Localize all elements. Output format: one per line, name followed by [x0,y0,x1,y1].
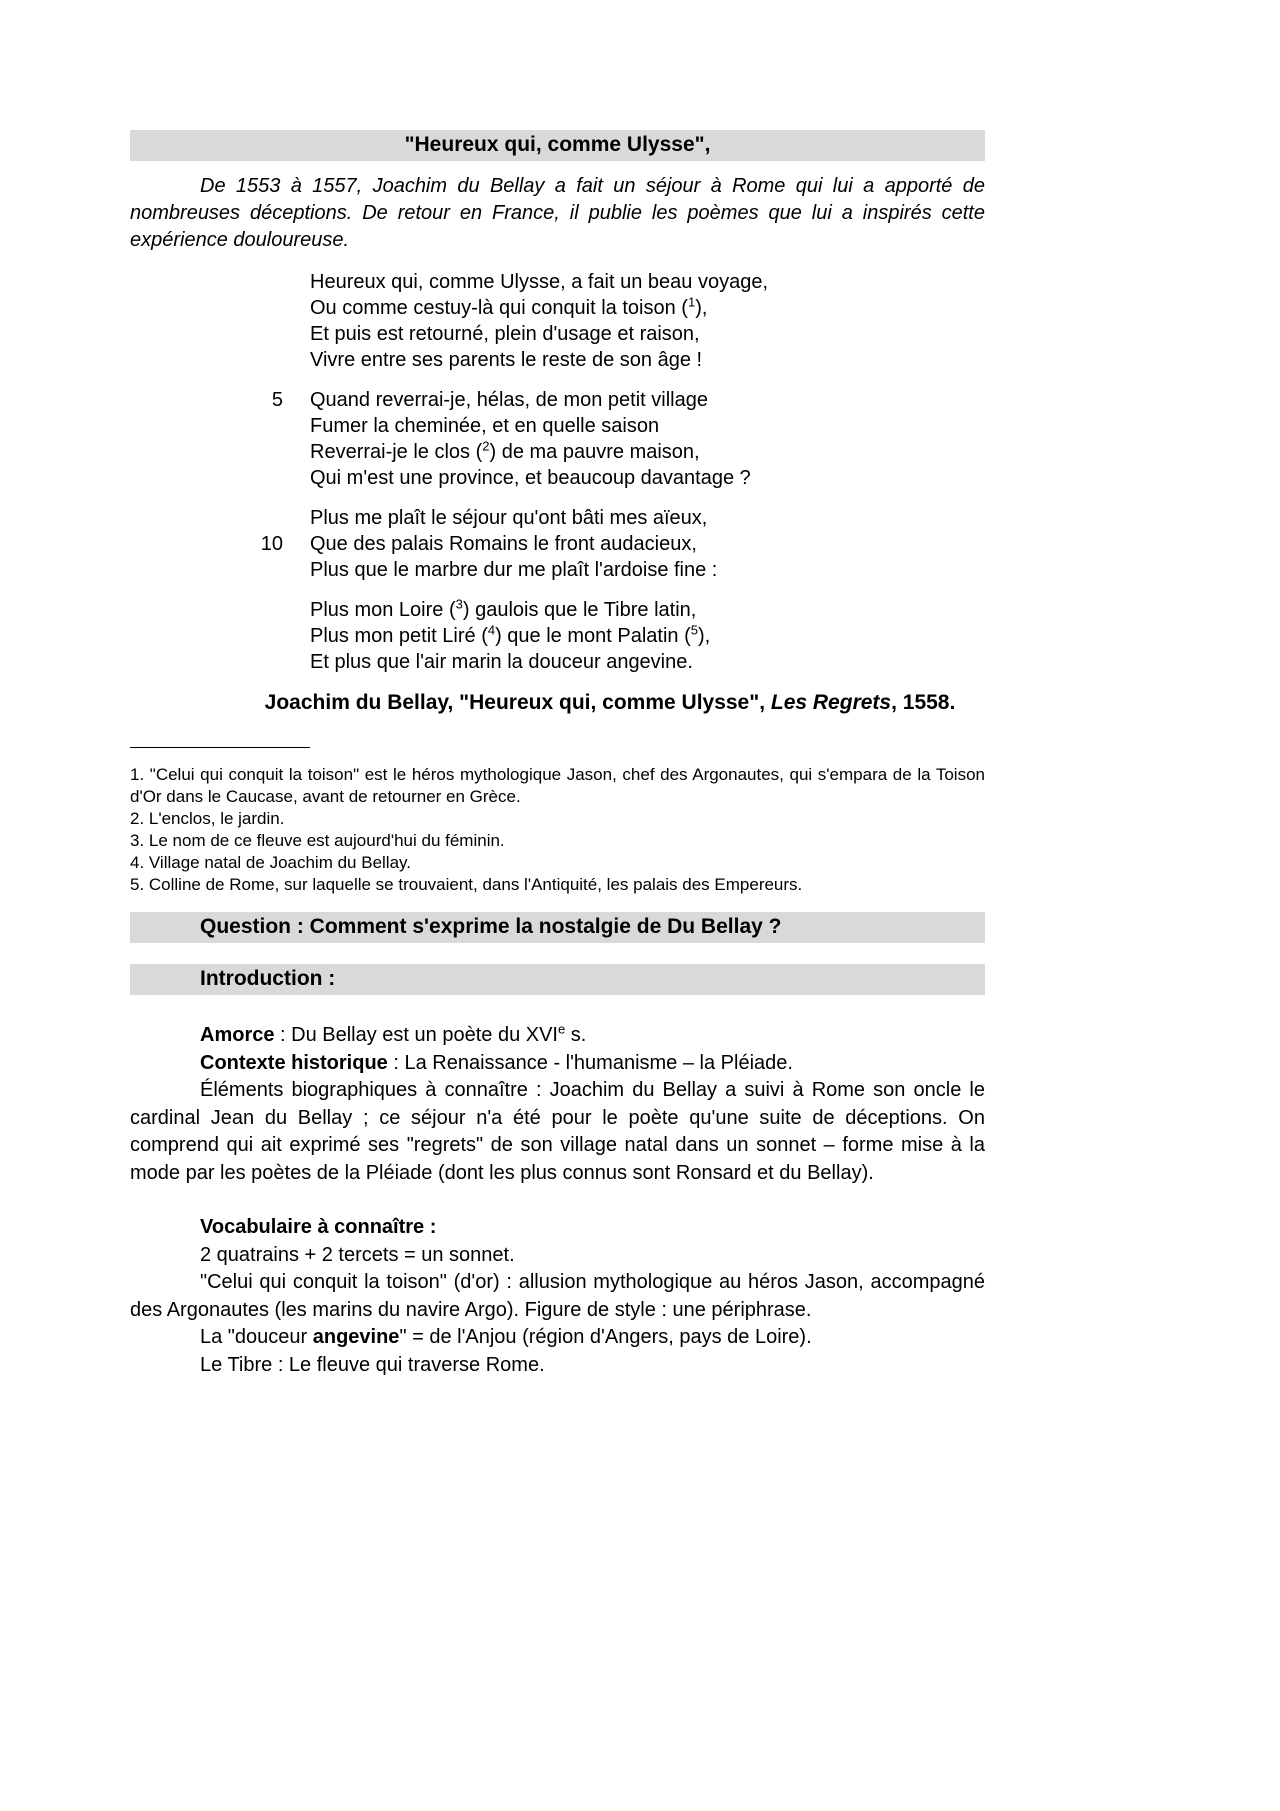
text-segment: Reverrai-je le clos ( [310,441,483,463]
footnote: 1. "Celui qui conquit la toison" est le héros mythologique Jason, chef des Argonautes, qui s'empara de la Toison d'Or dans le Caucase, avant de retourner en Grèce. [130,765,985,806]
poem-line [130,439,985,465]
footnote: 3. Le nom de ce fleuve est aujourd'hui du féminin. [130,831,505,850]
verse-number [130,557,310,583]
poem-line [130,505,985,531]
introduction-heading: Introduction : [200,967,336,990]
text-segment: Qui m'est une province, et beaucoup davantage ? [310,467,751,489]
poem-stanza [130,597,985,675]
verse-text [310,597,696,623]
poem [130,269,985,675]
text-segment: Les Regrets [770,691,892,714]
verse-text [310,439,700,465]
verse-number [130,597,310,623]
poem-stanza [130,269,985,373]
verse-number [130,295,310,321]
verse-number [130,505,310,531]
text-segment: Quand reverrai-je, hélas, de mon petit village [310,389,708,411]
text-segment: Contexte historique [200,1051,388,1074]
verse-number [130,465,310,491]
text-segment: "Celui qui conquit la toison" (d'or) : allusion mythologique au héros Jason, accompagné des Argonautes (les marins du navire Argo). Figure de style : une périphrase. [130,1271,985,1321]
text-segment: Vivre entre ses parents le reste de son âge ! [310,349,703,371]
text-segment: ), [697,625,711,647]
footnote: 5. Colline de Rome, sur laquelle se trouvaient, dans l'Antiquité, les palais des Empereurs. [130,875,803,894]
paragraph [130,1352,985,1380]
footnote-ref: 5 [690,622,698,638]
poem-line [130,387,985,413]
text-segment: Fumer la cheminée, et en quelle saison [310,415,660,437]
verse-text [310,465,751,491]
text-segment: Le Tibre : Le fleuve qui traverse Rome. [200,1353,545,1376]
text-segment: 2 quatrains + 2 tercets = un sonnet. [200,1243,515,1266]
text-segment: ) que le mont Palatin ( [495,625,691,647]
footnote-ref: 3 [455,596,463,612]
text-segment: s. [565,1024,587,1046]
poem-line [130,321,985,347]
poem-line [130,623,985,649]
poem-line [130,597,985,623]
verse-number [130,269,310,295]
text-segment: angevine [312,1326,400,1348]
verse-number: 5 [271,389,283,411]
verse-text [310,623,710,649]
introduction-content [130,1022,985,1379]
verse-text [310,505,707,531]
footnote-ref: e [558,1021,566,1037]
poem-title: "Heureux qui, comme Ulysse", [404,133,711,156]
text-segment: Amorce [200,1024,275,1046]
text-segment: Plus mon Loire ( [310,599,456,621]
paragraph [130,1050,985,1078]
text-segment: : La Renaissance - l'humanisme – la Pléiade. [387,1051,793,1074]
question-heading: Question : Comment s'exprime la nostalgie de Du Bellay ? [200,915,782,938]
attribution-line [130,691,985,715]
verse-text [310,269,768,295]
poem-stanza [130,387,985,491]
paragraph [130,1269,985,1324]
intro-paragraph: De 1553 à 1557, Joachim du Bellay a fait un séjour à Rome qui lui a apporté de nombreuses déceptions. De retour en France, il publie les poèmes que lui a inspirés cette expérience douloureuse. [130,175,985,251]
text-segment: : Du Bellay est un poète du XVI [274,1024,558,1046]
poem-line [130,413,985,439]
poem-line [130,465,985,491]
text-segment: Que des palais Romains le front audacieux, [310,533,697,555]
poem-line [130,347,985,373]
paragraph [130,1077,985,1187]
poem-line [130,269,985,295]
verse-text [310,557,717,583]
paragraph [130,1022,985,1050]
poem-line [130,649,985,675]
text-segment: " = de l'Anjou (région d'Angers, pays de Loire). [399,1326,812,1348]
verse-text [310,347,702,373]
verse-text [310,413,659,439]
introduction-heading-bar [130,964,985,995]
poem-line [130,531,985,557]
text-segment: Joachim du Bellay, "Heureux qui, comme Ulysse", [264,691,771,714]
text-segment: Plus me plaît le séjour qu'ont bâti mes aïeux, [310,507,708,529]
paragraph [130,1214,985,1242]
text-segment: Plus que le marbre dur me plaît l'ardoise fine : [310,559,718,581]
footnote-ref: 1 [687,294,696,310]
text-segment: Et plus que l'air marin la douceur angevine. [310,651,693,673]
text-segment: Vocabulaire à connaître : [200,1216,437,1238]
text-segment: ) de ma pauvre maison, [489,441,700,463]
footnotes [130,764,985,896]
verse-number [130,623,310,649]
poem-stanza [130,505,985,583]
text-segment: Heureux qui, comme Ulysse, a fait un beau voyage, [310,271,769,293]
footnote-ref: 4 [487,622,496,638]
poem-line [130,295,985,321]
verse-number [130,439,310,465]
text-segment: ) gaulois que le Tibre latin, [462,599,697,621]
text-segment: , 1558. [891,691,956,714]
footnote: 2. L'enclos, le jardin. [130,809,285,828]
verse-number [130,649,310,675]
poem-title-bar [130,130,985,161]
footnote-separator [130,747,310,748]
text-segment: La "douceur [200,1326,313,1348]
text-segment: Éléments biographiques à connaître : Joachim du Bellay a suivi à Rome son oncle le cardinal Jean du Bellay ; ce séjour n'a été pour le poète qu'une suite de déceptions. On comprend qui ait exprimé ses "regrets" de son village natal dans un sonnet – forme mise à la mode par les poètes de la Pléiade (dont les plus connus sont Ronsard et du Bellay). [130,1079,985,1184]
verse-text [310,649,693,675]
verse-text [310,295,707,321]
text-segment: ), [695,297,708,319]
verse-number [130,321,310,347]
footnote-ref: 2 [482,438,490,454]
verse-text [310,531,697,557]
text-segment: Ou comme cestuy-là qui conquit la toison ( [310,297,688,319]
text-segment: Plus mon petit Liré ( [310,625,488,647]
footnote: 4. Village natal de Joachim du Bellay. [130,853,411,872]
verse-number [130,347,310,373]
poem-line [130,557,985,583]
verse-number [130,413,310,439]
verse-text [310,387,708,413]
text-segment: Et puis est retourné, plein d'usage et raison, [310,323,700,345]
paragraph [130,1242,985,1270]
question-heading-bar [130,912,985,943]
paragraph [130,1324,985,1352]
verse-number: 10 [260,533,283,555]
verse-text [310,321,700,347]
